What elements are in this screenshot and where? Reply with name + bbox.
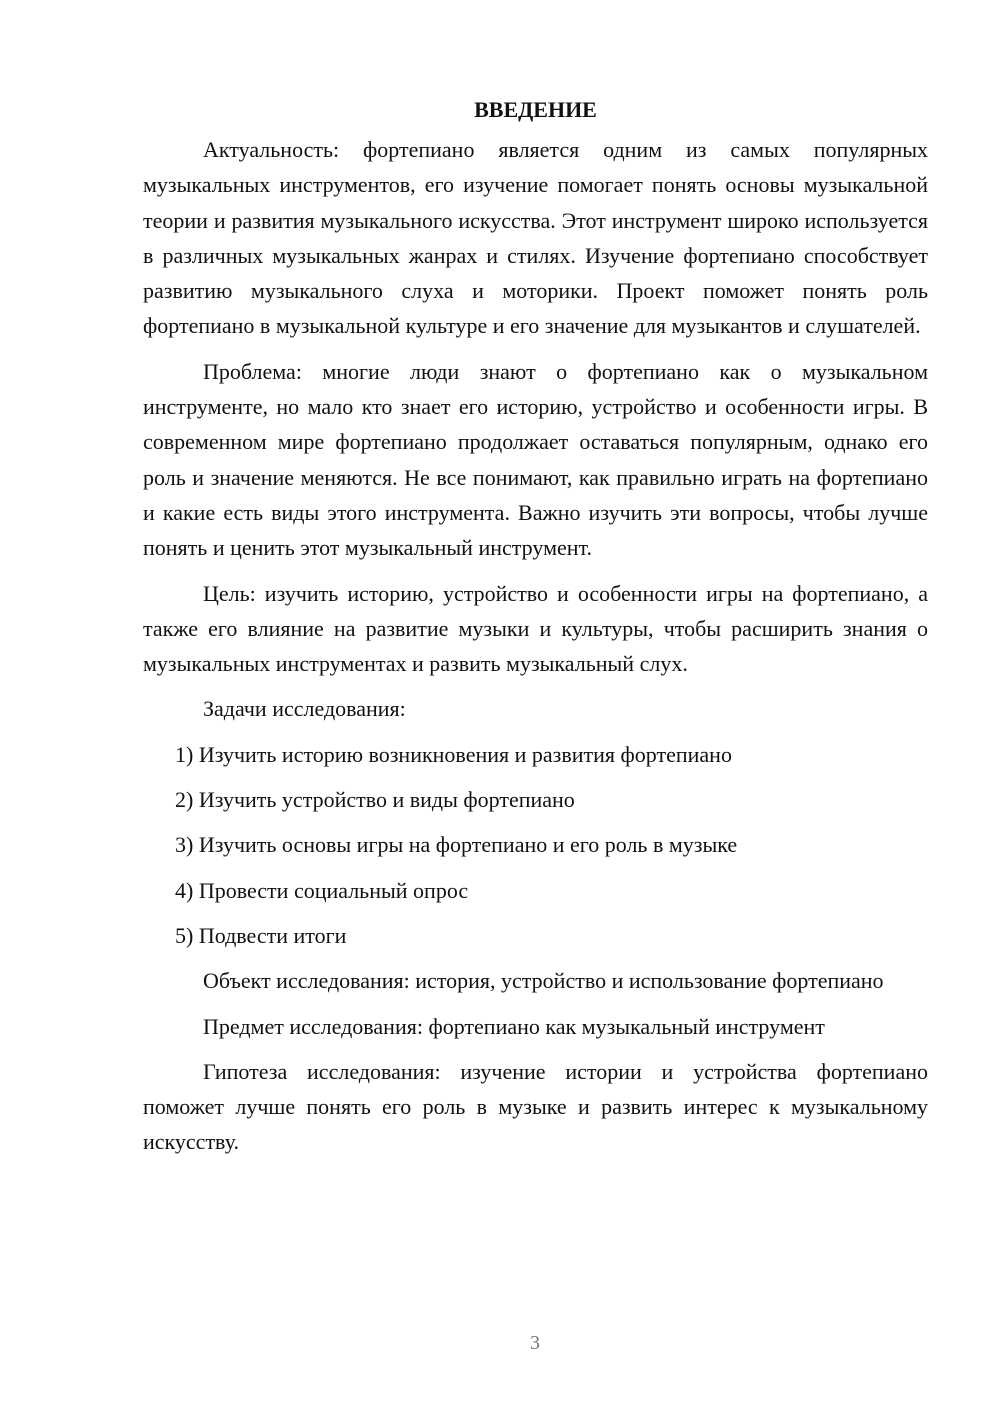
hypothesis-paragraph: Гипотеза исследования: изучение истории и устройства фортепиано поможет лучше понять его роль в музыке и развить интерес к музыкальному искусству.	[143, 1058, 928, 1155]
goal-paragraph: Цель: изучить историю, устройство и особенности игры на фортепиано, а также его влияние на развитие музыки и культуры, чтобы расширить знания о музыкальных инструментах и развить музыкальный слух.	[143, 580, 928, 677]
task-item: 4) Провести социальный опрос	[175, 877, 469, 903]
tasks-heading: Задачи исследования:	[203, 696, 406, 722]
task-item: 2) Изучить устройство и виды фортепиано	[175, 787, 575, 813]
task-item: 5) Подвести итоги	[175, 922, 347, 948]
tasks-list	[143, 737, 928, 953]
task-item: 1) Изучить историю возникновения и развития фортепиано	[175, 741, 732, 767]
section-title: ВВЕДЕНИЕ	[474, 97, 597, 122]
subject-paragraph: Предмет исследования: фортепиано как музыкальный инструмент	[203, 1013, 825, 1039]
problem-paragraph: Проблема: многие люди знают о фортепиано как о музыкальном инструменте, но мало кто знает его историю, устройство и особенности игры. В современном мире фортепиано продолжает оставаться популярным, однако его роль и значение меняются. Не все понимают, как правильно играть на фортепиано и какие есть виды этого инструмента. Важно изучить эти вопросы, чтобы лучше понять и ценить этот музыкальный инструмент.	[143, 358, 928, 561]
page-content	[143, 92, 928, 1170]
task-item: 3) Изучить основы игры на фортепиано и его роль в музыке	[175, 832, 738, 858]
page-number: 3	[530, 1332, 540, 1354]
relevance-paragraph: Актуальность: фортепиано является одним из самых популярных музыкальных инструментов, его изучение помогает понять основы музыкальной теории и развития музыкального искусства. Этот инструмент широко используется в различных музыкальных жанрах и стилях. Изучение фортепиано способствует развитию музыкального слуха и моторики. Проект поможет понять роль фортепиано в музыкальной культуре и его значение для музыкантов и слушателей.	[143, 137, 928, 339]
object-paragraph: Объект исследования: история, устройство и использование фортепиано	[203, 968, 884, 994]
